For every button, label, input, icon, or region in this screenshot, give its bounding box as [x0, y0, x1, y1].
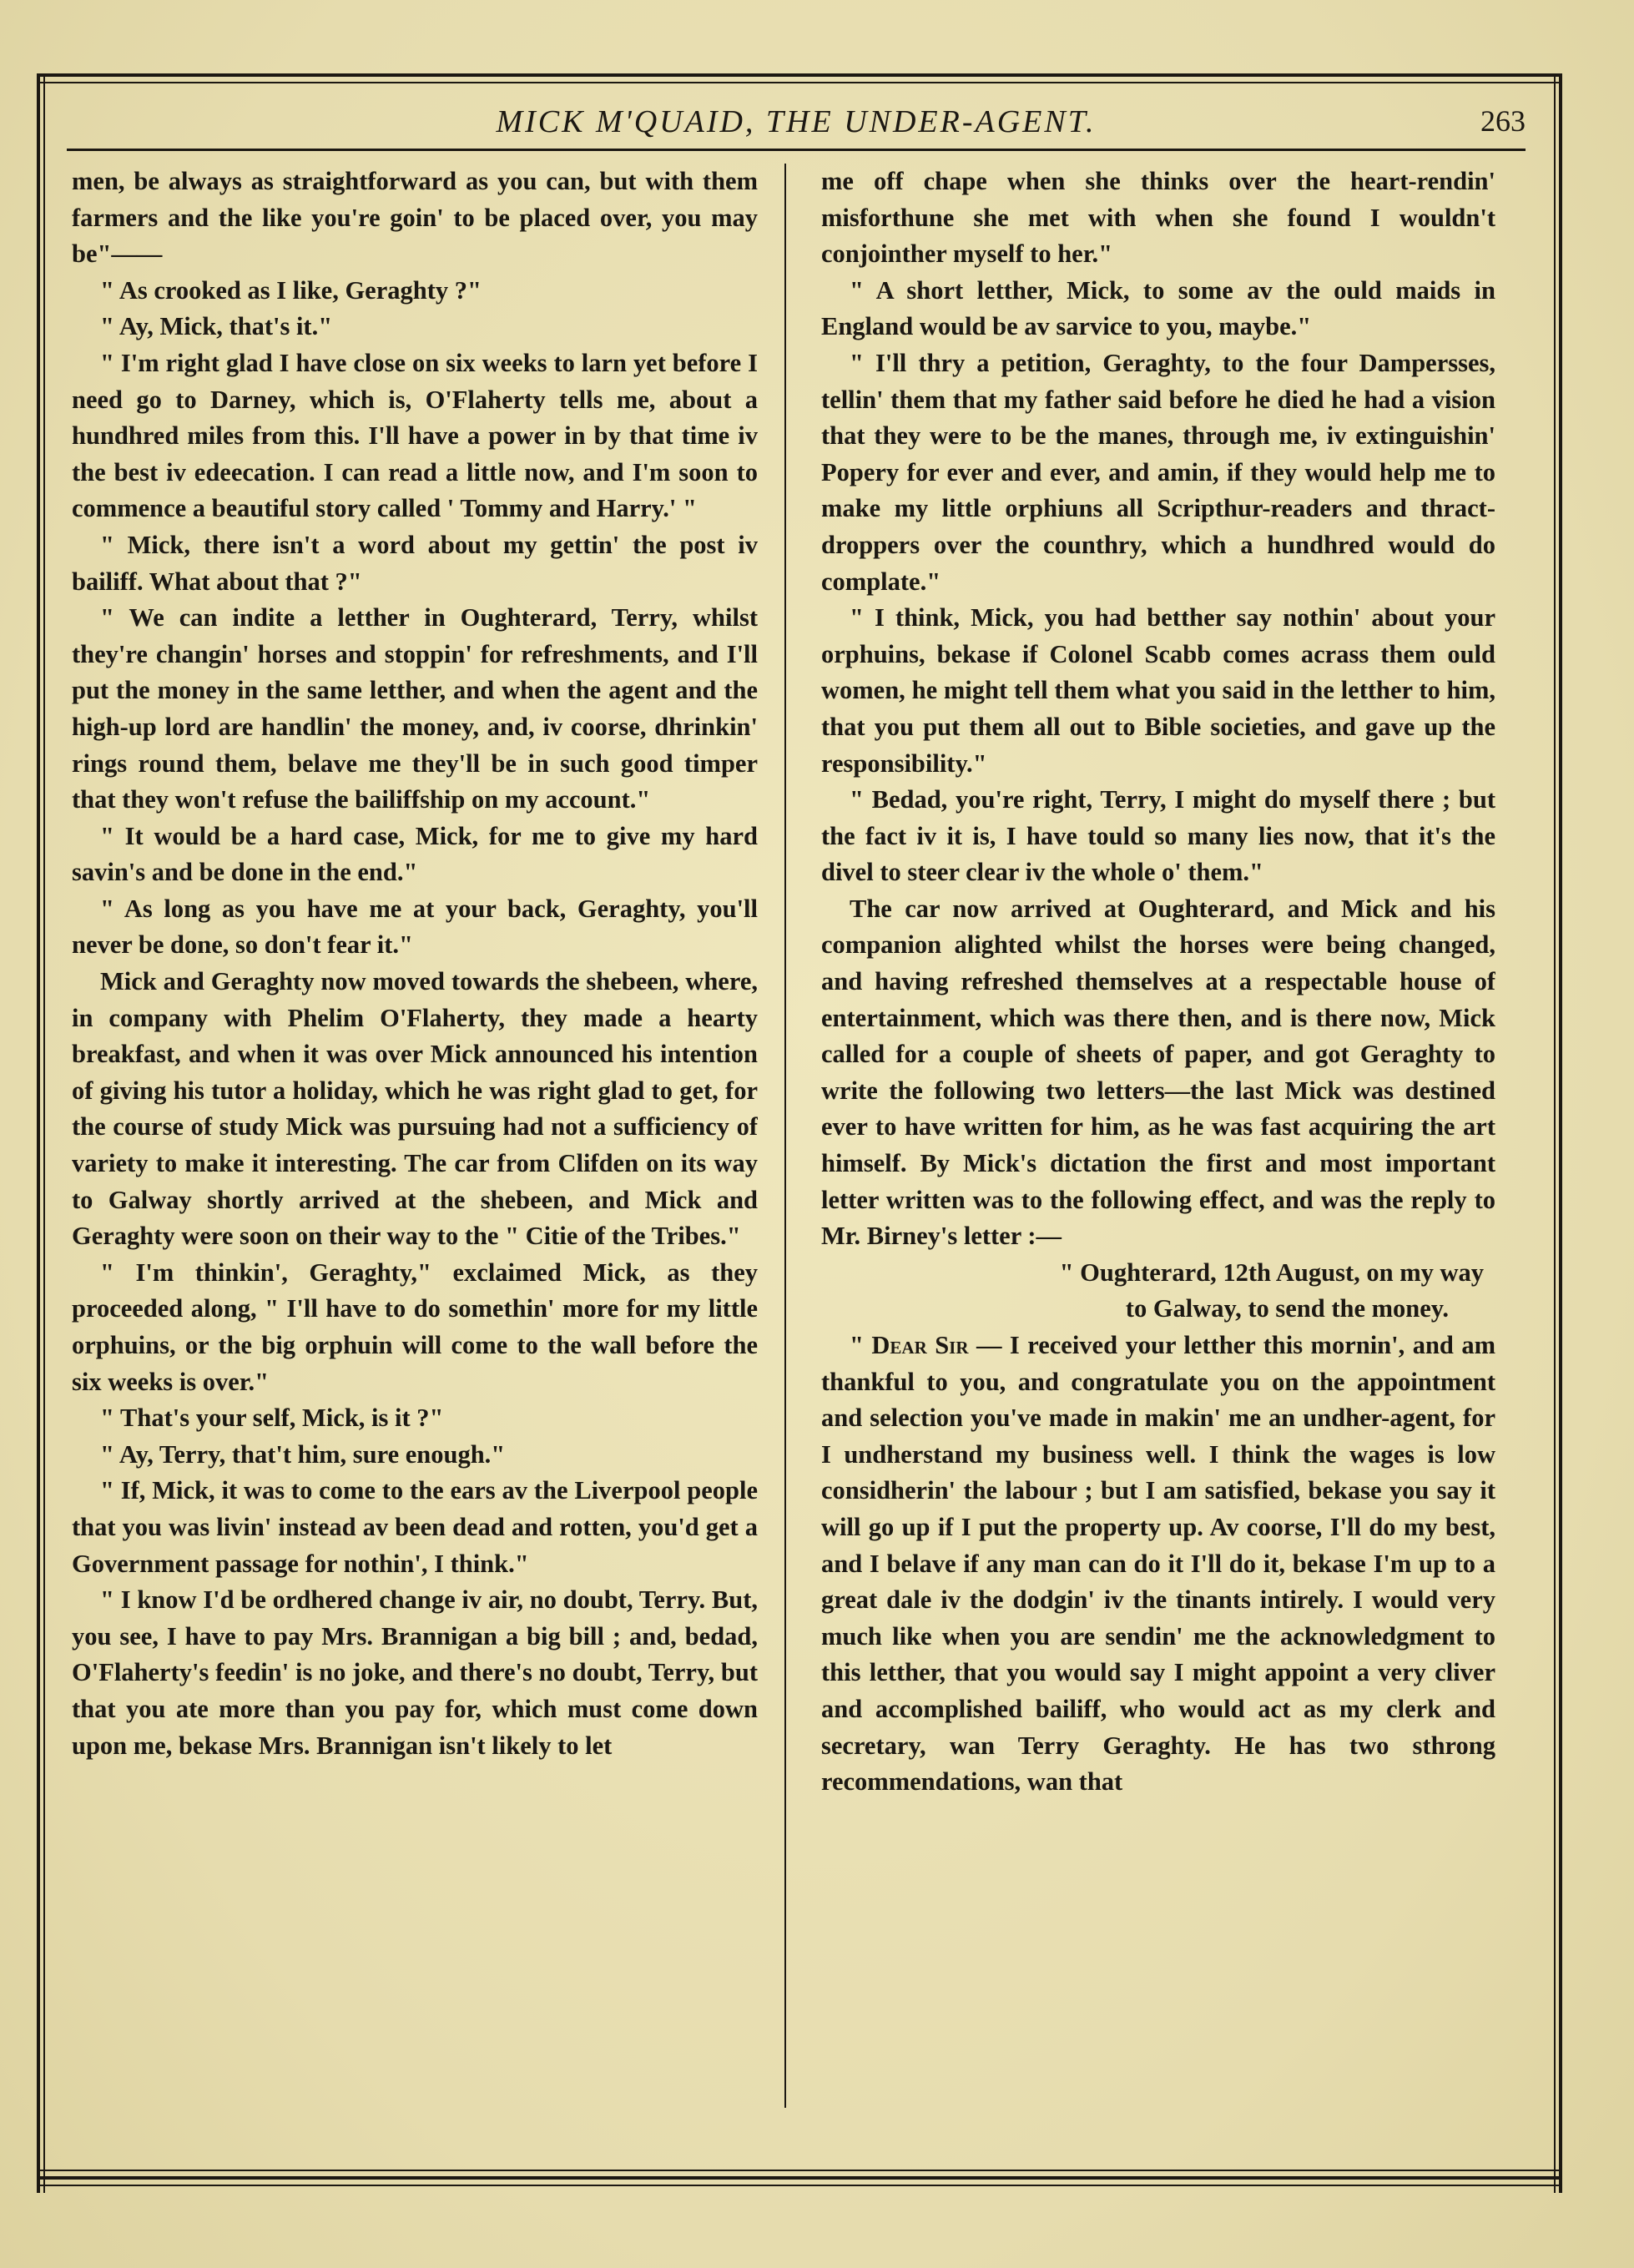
paragraph: " I'm thinkin', Geraghty," exclaimed Mick, as they proceeded along, " I'll have to do somethin' more for my little orphuins, or the big orphuin will come to the wall before the six weeks is over.": [72, 1257, 758, 1396]
paragraph: " Ay, Terry, that't him, sure enough.": [100, 1439, 506, 1469]
paragraph: " We can indite a letther in Oughterard, Terry, whilst they're changin' horses and stoppin' for refreshments, and I'll put the money in the same letther, and when the agent and the high-up lord are handlin' the money, and, iv coorse, dhrinkin' rings round them, belave me they'll be in such good timper that they won't refuse the bailiffship on my account.": [72, 603, 758, 814]
paragraph: " It would be a hard case, Mick, for me to give my hard savin's and be done in the end.": [72, 821, 758, 887]
running-header: [67, 100, 1526, 147]
letter-body-text: — I received your letther this mornin', and am thankful to you, and congratulate you on the appointment and selection you've made in makin' me an undher-agent, for I undherstand my business well. I think the wages is low considherin' the labour ; but I am satisfied, bekase you say it will go up if I put the property up. Av coorse, I'll do my best, and I belave if any man can do it I'll do it, bekase I'm up to a great dale iv the dodgin' iv the tinants intirely. I would very much like when you are sendin' me the acknowledgment to this letther, that you would say I might appoint a very cliver and accomplished bailiff, who would act as my clerk and secretary, wan Terry Geraghty. He has two sthrong recommendations, wan that: [821, 1331, 1495, 1797]
letter-dateline-continued: to Galway, to send the money.: [1125, 1294, 1449, 1323]
paragraph: " I'll thry a petition, Geraghty, to the four Dampersses, tellin' them that my father said before he died he had a vision that they were to be the manes, through me, iv extinguishin' Popery for ever and ever, and amin, if they would help me to make my little orphiuns all Scripthur-readers and thract-droppers over the counthry, which a hundhred would do complate.": [821, 348, 1495, 596]
page-number: 263: [1480, 104, 1526, 138]
top-inner-rule: [37, 82, 1562, 83]
paragraph: " I'm right glad I have close on six weeks to larn yet before I need go to Darney, which is, O'Flaherty tells me, about a hundhred miles from this. I'll have a power in by that time iv the best iv edeecation. I can read a little now, and I'm soon to commence a beautiful story called ' Tommy and Harry.' ": [72, 348, 758, 523]
frame-left-inner-rule: [43, 73, 45, 2193]
column-divider: [784, 164, 786, 2108]
paragraph: " I know I'd be ordhered change iv air, no doubt, Terry. But, you see, I have to pay Mrs. Brannigan a big bill ; and, bedad, O'Flaherty's feedin' is no joke, and there's no doubt, Terry, but that you ate more than you pay for, which must come down upon me, bekase Mrs. Brannigan isn't likely to let: [72, 1585, 758, 1760]
bottom-thick-rule: [37, 2176, 1562, 2180]
paragraph: " Ay, Mick, that's it.": [100, 312, 333, 341]
paragraph: " As long as you have me at your back, Geraghty, you'll never be done, so don't fear it.": [72, 894, 758, 960]
frame-left-rule: [37, 73, 40, 2193]
paragraph: The car now arrived at Oughterard, and Mick and his companion alighted whilst the horses were being changed, and having refreshed themselves at a respectable house of entertainment, which was there then, and is there now, Mick called for a couple of sheets of paper, and got Geraghty to write the following two letters—the last Mick was destined ever to have written for him, as he was fast acquiring the art himself. By Mick's dictation the first and most important letter written was to the following effect, and was the reply to Mr. Birney's letter :—: [821, 894, 1495, 1251]
left-column: [72, 164, 758, 2108]
paragraph: " Bedad, you're right, Terry, I might do myself there ; but the fact iv it is, I have tould so many lies now, that it's the divel to steer clear iv the whole o' them.": [821, 785, 1495, 887]
paragraph: Mick and Geraghty now moved towards the shebeen, where, in company with Phelim O'Flaherty, they made a hearty breakfast, and when it was over Mick announced his intention of giving his tutor a holiday, which he was right glad to get, for the course of study Mick was pursuing had not a sufficiency of variety to make it interesting. The car from Clifden on its way to Galway shortly arrived at the shebeen, and Mick and Geraghty were soon on their way to the " Citie of the Tribes.": [72, 967, 758, 1251]
letter-dateline: " Oughterard, 12th August, on my way: [1059, 1257, 1484, 1287]
paragraph: men, be always as straightforward as you can, but with them farmers and the like you're goin' to be placed over, you may be"——: [72, 167, 758, 269]
header-rule: [67, 149, 1526, 151]
paragraph: " A short letther, Mick, to some av the ould maids in England would be av sarvice to you, maybe.": [821, 275, 1495, 341]
frame-right-inner-rule: [1554, 73, 1556, 2193]
paragraph: " I think, Mick, you had betther say nothin' about your orphuins, bekase if Colonel Scabb comes acrass them ould women, he might tell them what you said in the letther to him, that you put them all out to Bible societies, and gave up the responsibility.": [821, 603, 1495, 778]
letter-body: [821, 1328, 1495, 1801]
paragraph: " That's your self, Mick, is it ?": [100, 1404, 444, 1433]
top-rule: [37, 73, 1562, 77]
bottom-inner-rule: [37, 2185, 1562, 2186]
running-title: MICK M'QUAID, THE UNDER-AGENT.: [496, 104, 1097, 139]
letter-salutation: " Dear Sir: [850, 1331, 969, 1359]
paragraph-continuation: me off chape when she thinks over the heart-rendin' misforthune she met with when she found I wouldn't conjointher myself to her.": [821, 167, 1495, 269]
right-column: [821, 164, 1495, 2108]
paragraph: " As crooked as I like, Geraghty ?": [100, 275, 482, 305]
frame-right-rule: [1559, 73, 1562, 2193]
paragraph: " Mick, there isn't a word about my gettin' the post iv bailiff. What about that ?": [72, 530, 758, 596]
bottom-rule: [37, 2170, 1562, 2171]
paragraph: " If, Mick, it was to come to the ears av the Liverpool people that you was livin' instead av been dead and rotten, you'd get a Government passage for nothin', I think.": [72, 1476, 758, 1578]
